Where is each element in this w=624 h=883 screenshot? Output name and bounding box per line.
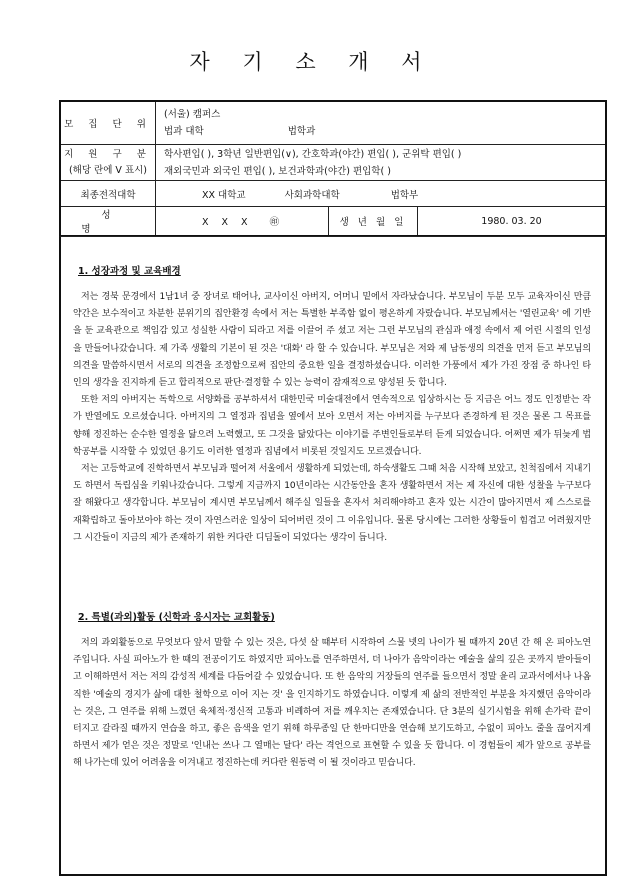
apply-type-line1: 학사편입( ), 3학년 일반편입(∨), 간호학과(야간) 편입( ), 군위탁 편입( ) xyxy=(164,148,462,160)
birth-value: 1980. 03. 20 xyxy=(418,207,607,237)
last-school-label: 최종전적대학 xyxy=(60,181,156,207)
applicant-info-table xyxy=(59,100,607,237)
school-university: XX 대학교 xyxy=(202,189,246,201)
recruit-major: 법학과 xyxy=(287,126,316,137)
section1-paragraph: 저는 경북 문경에서 1남1녀 중 장녀로 태어나, 교사이신 아버지, 어머니 밑에서 자라났습니다. 부모님이 두분 모두 교육자이신 만큼 약간은 보수적이고 차분한 분위기의 집안환경 속에서 저는 특별한 부족함 없이 평온하게 자랐습니다. 부모님께서는 '열린교육' 에 기반을 둔 교육관으로 책임감 있고 성실한 사람이 되라고 저를 이끌어 주 셨고 저는 그런 부모님의 관심과 애정 속에서 제 어린 시절의 인성을 만들어나갔습니다. 제 가족 생활의 기본이 된 것은 '대화' 라 할 수 있습니다. 부모님은 저와 제 남동생의 의견을 먼저 듣고 부모님의 의견을 말씀하시면서 서로의 의견을 조정함으로써 집안의 중요한 일을 결정하셨습니다. 이러한 가풍에서 제가 가진 장점 중 하나인 타 인의 생각을 진지하게 듣고 합리적으로 판단·결정할 수 있는 능력이 잠재적으로 양성된 듯 합니다. xyxy=(73,292,591,389)
name-label-text: 성 명 xyxy=(81,210,155,235)
essay-body xyxy=(59,236,607,876)
apply-type-value xyxy=(156,145,607,181)
apply-type-line2: 재외국민과 외국인 편입( ), 보건과학과(야간) 편입학( ) xyxy=(164,165,391,177)
last-school-value xyxy=(156,181,607,207)
name-label xyxy=(60,207,156,237)
seal-mark: ㊞ xyxy=(269,217,280,228)
school-department: 법학부 xyxy=(390,189,419,201)
section1-heading: 1. 성장과정 및 교육배경 xyxy=(78,266,181,277)
name-value xyxy=(156,207,329,237)
birth-label: 생 년 월 일 xyxy=(329,207,418,237)
recruit-campus: (서울) 캠퍼스 xyxy=(164,109,221,120)
section1-paragraph: 저는 고등학교에 진학하면서 부모님과 떨어져 서울에서 생활하게 되었는데, 하숙생활도 그때 처음 시작해 보았고, 친척집에서 지내기도 하면서 독립심을 키워나갔습니다. 그렇게 지금까지 10년이라는 시간동안을 혼자 생활하면서 저는 제 자신에 대한 성찰을 누구보다 잘 해왔다고 생각합니다. 부모님이 계시면 부모님께서 해주실 일들을 혼자서 처리해야하고 혼자 있는 시간이 많아지면서 제 스스로를 재확립하고 돌아보아야 하는 것이 자연스러운 일상이 되어버린 것이 그 이유입니다. 물론 당시에는 그러한 상황들이 힘겹고 어려웠지만 그 시간들이 지금의 제가 존재하기 위한 커다란 디딤돌이 되었다는 생각이 듭니다. xyxy=(73,464,591,543)
apply-type-label-note: (해당 란에 V 표시) xyxy=(68,164,148,176)
apply-type-label-main: 지 원 구 분 xyxy=(64,148,152,160)
section2-content xyxy=(61,635,605,773)
recruit-unit-label: 모 집 단 위 xyxy=(60,101,156,145)
section1-paragraph: 또한 저의 아버지는 독학으로 서양화를 공부하셔서 대한민국 미술대전에서 연속적으로 입상하시는 등 지금은 어느 정도 인정받는 작가 반열에도 오르셨습니다. 아버지의 그 열정과 집념을 옆에서 보아 오면서 저는 아버지를 누구보다 존경하게 된 것은 물론 그 목표를 향해 정진하는 순수한 열정을 닮으려 노력했고, 또 그것을 닮았다는 이야기를 주변인들로부터 듣게 되었습니다. 어쩌면 제가 뒤늦게 법학공부를 시작할 수 있었던 용기도 이러한 열정과 집념에서 비롯된 것일지도 모르겠습니다. xyxy=(73,395,591,457)
section2-paragraph: 저의 과외활동으로 무엇보다 앞서 말할 수 있는 것은, 다섯 살 때부터 시작하여 스물 넷의 나이가 될 때까지 20년 간 해 온 피아노연주입니다. 사실 피아노가 한 때의 전공이기도 하였지만 피아노를 연주하면서, 더 나아가 음악이라는 예술을 삶의 깊은 곳까지 받아들이고 이해하면서 저는 저의 감성적 세계를 다듬어갈 수 있었습니다. 또 한 음악의 거장들의 연주를 들으면서 정말 윤리 교과서에서나 나옴직한 '예술의 경지가 삶에 대한 철학으로 이어 지는 것' 을 인지하기도 하였습니다. 이렇게 제 삶의 전반적인 부분을 차지했던 음악이라는 것은, 그 연주를 위해 느꼈던 육체적·정신적 고통과 비례하여 저를 깨우치는 존재였습니다. 단 3분의 실기시험을 위해 손가락 끝이 터지고 갈라질 때까지 연습을 하고, 좋은 음색을 얻기 위해 하루종일 단 한마디만을 연습해 보기도하고, 수없이 피아노 줄을 끊어지게 하면서 제가 얻은 것은 정말로 '인내는 쓰나 그 열매는 달다' 라는 격언으로 표현할 수 있을 듯 합니다. 이 경험들이 제가 앞으로 공부를 해 나가는데 있어 어려움을 이겨내고 정진하는데 커다란 원동력 이 될 것이라고 믿습니다. xyxy=(73,638,591,769)
apply-type-label xyxy=(60,145,156,181)
school-college: 사회과학대학 xyxy=(284,189,340,201)
document-title: 자 기 소 개 서 xyxy=(189,50,435,74)
recruit-unit-value xyxy=(156,101,607,145)
recruit-dept-line xyxy=(164,123,605,140)
name-text: X X X xyxy=(202,217,253,228)
section1-content xyxy=(61,289,605,547)
section2-heading: 2. 특별(과외)활동 (신학과 응시자는 교회활동) xyxy=(78,612,275,623)
recruit-college: 법과 대학 xyxy=(164,126,204,137)
